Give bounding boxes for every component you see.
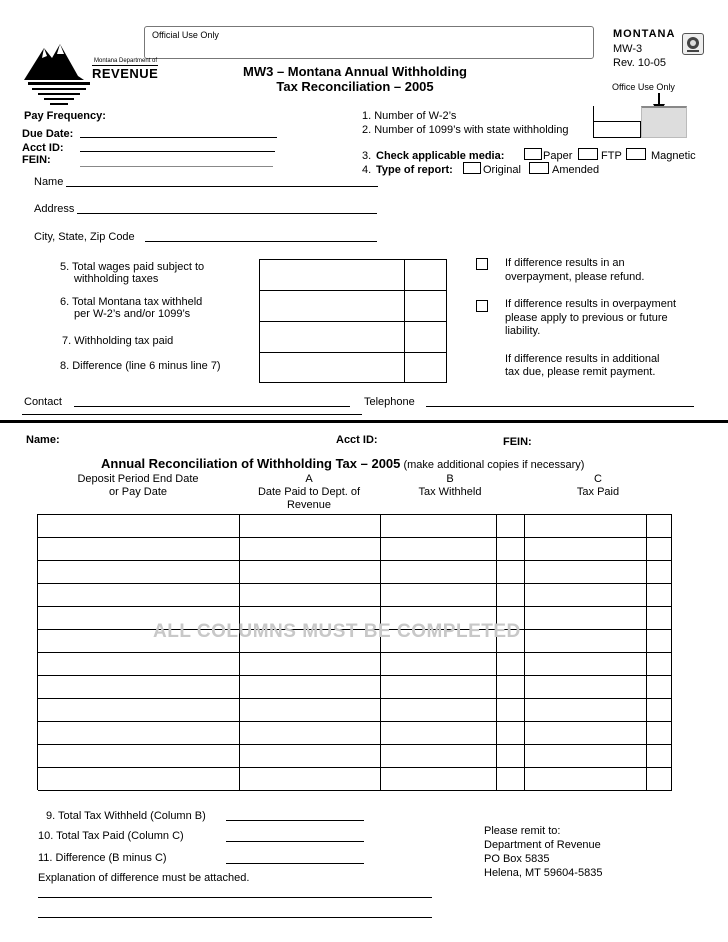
line11-label: 11. Difference (B minus C)	[38, 852, 167, 864]
tax-paid-cell[interactable]	[525, 768, 647, 791]
remit-line2: Department of Revenue	[484, 839, 601, 851]
tax-paid-cents-cell[interactable]	[647, 584, 672, 607]
paper-checkbox[interactable]	[524, 148, 542, 160]
tax-withheld-cell[interactable]	[381, 584, 497, 607]
media-num: 3.	[362, 150, 372, 162]
pay-frequency-label: Pay Frequency:	[24, 110, 106, 122]
table-row	[38, 561, 672, 584]
line6-label: 6. Total Montana tax withheld	[60, 296, 203, 308]
remit-line3: PO Box 5835	[484, 853, 550, 865]
state-name: MONTANA	[613, 28, 676, 40]
tax-paid-cents-cell[interactable]	[647, 768, 672, 791]
date-paid-cell[interactable]	[240, 722, 381, 745]
tax-paid-cell[interactable]	[525, 515, 647, 538]
original-checkbox[interactable]	[463, 162, 481, 174]
official-use-label: Official Use Only	[152, 30, 219, 40]
ftp-checkbox[interactable]	[578, 148, 598, 160]
deposit-date-cell[interactable]	[38, 745, 240, 768]
tax-paid-cell[interactable]	[525, 653, 647, 676]
media-label: Check applicable media:	[376, 150, 505, 162]
date-paid-cell[interactable]	[240, 653, 381, 676]
header-col-b	[380, 473, 520, 499]
mountain-logo-icon	[22, 40, 96, 108]
tax-paid-cents-cell[interactable]	[647, 699, 672, 722]
header-col-b-letter: B	[446, 473, 454, 485]
tax-withheld-cents-cell[interactable]	[497, 745, 525, 768]
tax-withheld-cell[interactable]	[381, 515, 497, 538]
tax-paid-cents-cell[interactable]	[647, 515, 672, 538]
tax-paid-cell[interactable]	[525, 561, 647, 584]
header-deposit-period	[38, 473, 238, 499]
header-col-a-line2: Date Paid to Dept. of	[257, 486, 361, 498]
section2-name-label: Name:	[26, 434, 60, 446]
table-row	[38, 722, 672, 745]
seal-icon	[682, 33, 704, 55]
line9-field[interactable]	[226, 820, 364, 821]
deposit-date-cell[interactable]	[38, 768, 240, 791]
header-col-c-line2: Tax Paid	[576, 486, 620, 498]
table-row	[38, 515, 672, 538]
acct-id-field[interactable]	[80, 151, 275, 152]
apply-checkbox[interactable]	[476, 300, 488, 312]
line5-label-cont: withholding taxes	[74, 273, 159, 285]
tax-withheld-cell[interactable]	[381, 722, 497, 745]
line10-label: 10. Total Tax Paid (Column C)	[38, 830, 184, 842]
line8-label: 8. Difference (line 6 minus line 7)	[60, 360, 221, 372]
line5-amount[interactable]	[260, 260, 404, 290]
date-paid-cell[interactable]	[240, 561, 381, 584]
explanation-line-1[interactable]	[38, 897, 432, 898]
date-paid-cell[interactable]	[240, 676, 381, 699]
tax-paid-cell[interactable]	[525, 538, 647, 561]
line10-field[interactable]	[226, 841, 364, 842]
line6-label-cont: per W-2’s and/or 1099’s	[74, 308, 191, 320]
refund-note: If difference results in an	[505, 257, 625, 269]
date-paid-cell[interactable]	[240, 745, 381, 768]
tax-paid-cents-cell[interactable]	[647, 561, 672, 584]
deposit-date-cell[interactable]	[38, 699, 240, 722]
header-col-b-line2: Tax Withheld	[418, 486, 482, 498]
tax-withheld-cents-cell[interactable]	[497, 676, 525, 699]
refund-checkbox[interactable]	[476, 258, 488, 270]
contact-field[interactable]	[74, 406, 350, 407]
office-use-label: Office Use Only	[612, 82, 675, 92]
apply-note: If difference results in overpayment	[505, 298, 676, 310]
header-col-c-letter: C	[594, 473, 602, 485]
fein-label: FEIN:	[22, 154, 51, 166]
line8-amount[interactable]	[260, 353, 404, 382]
date-paid-cell[interactable]	[240, 584, 381, 607]
table-row	[38, 653, 672, 676]
address-field[interactable]	[77, 213, 377, 214]
tax-paid-cell[interactable]	[525, 745, 647, 768]
line7-amount[interactable]	[260, 322, 404, 352]
tax-withheld-cents-cell[interactable]	[497, 722, 525, 745]
tax-paid-cents-cell[interactable]	[647, 722, 672, 745]
date-paid-cell[interactable]	[240, 515, 381, 538]
remit-note-cont: tax due, please remit payment.	[505, 366, 656, 378]
ftp-option-label: FTP	[601, 150, 622, 162]
tax-withheld-cents-cell[interactable]	[497, 768, 525, 791]
table-row	[38, 538, 672, 561]
line9-label: 9. Total Tax Withheld (Column B)	[46, 810, 206, 822]
magnetic-checkbox[interactable]	[626, 148, 646, 160]
remit-address	[484, 824, 602, 880]
fein-field[interactable]	[80, 166, 273, 167]
header-col-a	[239, 473, 379, 512]
reconciliation-title-note: (make additional copies if necessary)	[403, 459, 585, 471]
logo-state-text: Montana Department of	[94, 58, 158, 64]
header-deposit-line2: or Pay Date	[108, 486, 168, 498]
reconciliation-title-text: Annual Reconciliation of Withholding Tax – 2005	[101, 456, 401, 471]
section-divider-thin	[22, 414, 362, 415]
1099-count-label: 2. Number of 1099’s with state withholding	[362, 124, 569, 136]
table-row	[38, 584, 672, 607]
section2-acct-label: Acct ID:	[336, 434, 378, 446]
table-row	[38, 745, 672, 768]
table-row	[38, 699, 672, 722]
form-code: MW-3	[613, 43, 643, 55]
section-divider-thick	[0, 420, 728, 423]
office-use-shaded-box	[641, 106, 687, 138]
revenue-logo	[22, 40, 96, 108]
line6-amount[interactable]	[260, 291, 404, 321]
header-deposit-line1: Deposit Period End Date	[77, 473, 199, 485]
all-columns-watermark: ALL COLUMNS MUST BE COMPLETED	[153, 621, 521, 642]
logo-revenue-text: REVENUE	[92, 66, 159, 81]
tax-withheld-cents-cell[interactable]	[497, 515, 525, 538]
deposit-date-cell[interactable]	[38, 561, 240, 584]
report-type-label: Type of report:	[376, 164, 453, 176]
header-col-a-line3: Revenue	[286, 499, 332, 511]
telephone-label: Telephone	[364, 396, 415, 408]
magnetic-option-label: Magnetic	[651, 150, 696, 162]
tax-withheld-cents-cell[interactable]	[497, 699, 525, 722]
tax-withheld-cell[interactable]	[381, 699, 497, 722]
date-paid-cell[interactable]	[240, 538, 381, 561]
form-revision: Rev. 10-05	[613, 57, 666, 69]
contact-label: Contact	[24, 396, 62, 408]
tax-paid-cents-cell[interactable]	[647, 653, 672, 676]
date-paid-cell[interactable]	[240, 768, 381, 791]
tax-withheld-cell[interactable]	[381, 768, 497, 791]
apply-note-cont2: liability.	[505, 325, 541, 337]
line7-label: 7. Withholding tax paid	[62, 335, 174, 347]
remit-line1: Please remit to:	[484, 825, 561, 837]
header-col-a-letter: A	[305, 473, 313, 485]
paper-option-label: Paper	[543, 150, 573, 162]
due-date-label: Due Date:	[22, 128, 74, 140]
line5-label: 5. Total wages paid subject to	[60, 261, 205, 273]
deposit-date-cell[interactable]	[38, 515, 240, 538]
name-field[interactable]	[66, 186, 378, 187]
deposit-date-cell[interactable]	[38, 538, 240, 561]
tax-paid-cents-cell[interactable]	[647, 538, 672, 561]
tax-paid-cell[interactable]	[525, 630, 647, 653]
w2-count-input[interactable]	[593, 106, 641, 122]
tax-paid-cents-cell[interactable]	[647, 745, 672, 768]
amended-option-label: Amended	[552, 164, 600, 176]
tax-paid-cents-cell[interactable]	[647, 630, 672, 653]
deposit-date-cell[interactable]	[38, 676, 240, 699]
remit-line4: Helena, MT 59604-5835	[484, 867, 603, 879]
telephone-field[interactable]	[426, 406, 694, 407]
tax-paid-cell[interactable]	[525, 722, 647, 745]
tax-withheld-cents-cell[interactable]	[497, 538, 525, 561]
tax-withheld-cents-cell[interactable]	[497, 653, 525, 676]
deposit-date-cell[interactable]	[38, 722, 240, 745]
explanation-note: Explanation of difference must be attached.	[38, 872, 250, 884]
reconciliation-title	[101, 456, 584, 471]
section2-fein-label: FEIN:	[503, 436, 532, 448]
tax-withheld-cell[interactable]	[381, 745, 497, 768]
reconciliation-table	[37, 514, 672, 790]
1099-count-input[interactable]	[593, 121, 641, 138]
table-row	[38, 676, 672, 699]
city-state-zip-field[interactable]	[145, 241, 377, 242]
deposit-date-cell[interactable]	[38, 584, 240, 607]
tax-paid-cents-cell[interactable]	[647, 607, 672, 630]
tax-withheld-cents-cell[interactable]	[497, 561, 525, 584]
tax-withheld-cents-cell[interactable]	[497, 584, 525, 607]
line11-field[interactable]	[226, 863, 364, 864]
remit-note: If difference results in additional	[505, 353, 660, 365]
header-col-c	[528, 473, 668, 499]
apply-note-cont: please apply to previous or future	[505, 312, 668, 324]
tax-withheld-cell[interactable]	[381, 561, 497, 584]
report-num: 4.	[362, 164, 372, 176]
form-title-line2: Tax Reconciliation – 2005	[276, 79, 434, 94]
form-title-line1: MW3 – Montana Annual Withholding	[243, 64, 467, 79]
city-state-zip-label: City, State, Zip Code	[34, 231, 135, 243]
acct-id-label: Acct ID:	[22, 142, 64, 154]
tax-withheld-cell[interactable]	[381, 538, 497, 561]
table-row	[38, 768, 672, 791]
tax-paid-cents-cell[interactable]	[647, 676, 672, 699]
original-option-label: Original	[483, 164, 521, 176]
w2-count-label: 1. Number of W-2’s	[362, 110, 457, 122]
explanation-line-2[interactable]	[38, 917, 432, 918]
amended-checkbox[interactable]	[529, 162, 549, 174]
tax-paid-cell[interactable]	[525, 699, 647, 722]
deposit-date-cell[interactable]	[38, 653, 240, 676]
tax-withheld-cell[interactable]	[381, 653, 497, 676]
date-paid-cell[interactable]	[240, 699, 381, 722]
tax-paid-cell[interactable]	[525, 607, 647, 630]
tax-paid-cell[interactable]	[525, 584, 647, 607]
address-label: Address	[34, 203, 75, 215]
tax-withheld-cell[interactable]	[381, 676, 497, 699]
due-date-field[interactable]	[80, 137, 277, 138]
name-label: Name	[34, 176, 64, 188]
tax-paid-cell[interactable]	[525, 676, 647, 699]
refund-note-cont: overpayment, please refund.	[505, 271, 645, 283]
